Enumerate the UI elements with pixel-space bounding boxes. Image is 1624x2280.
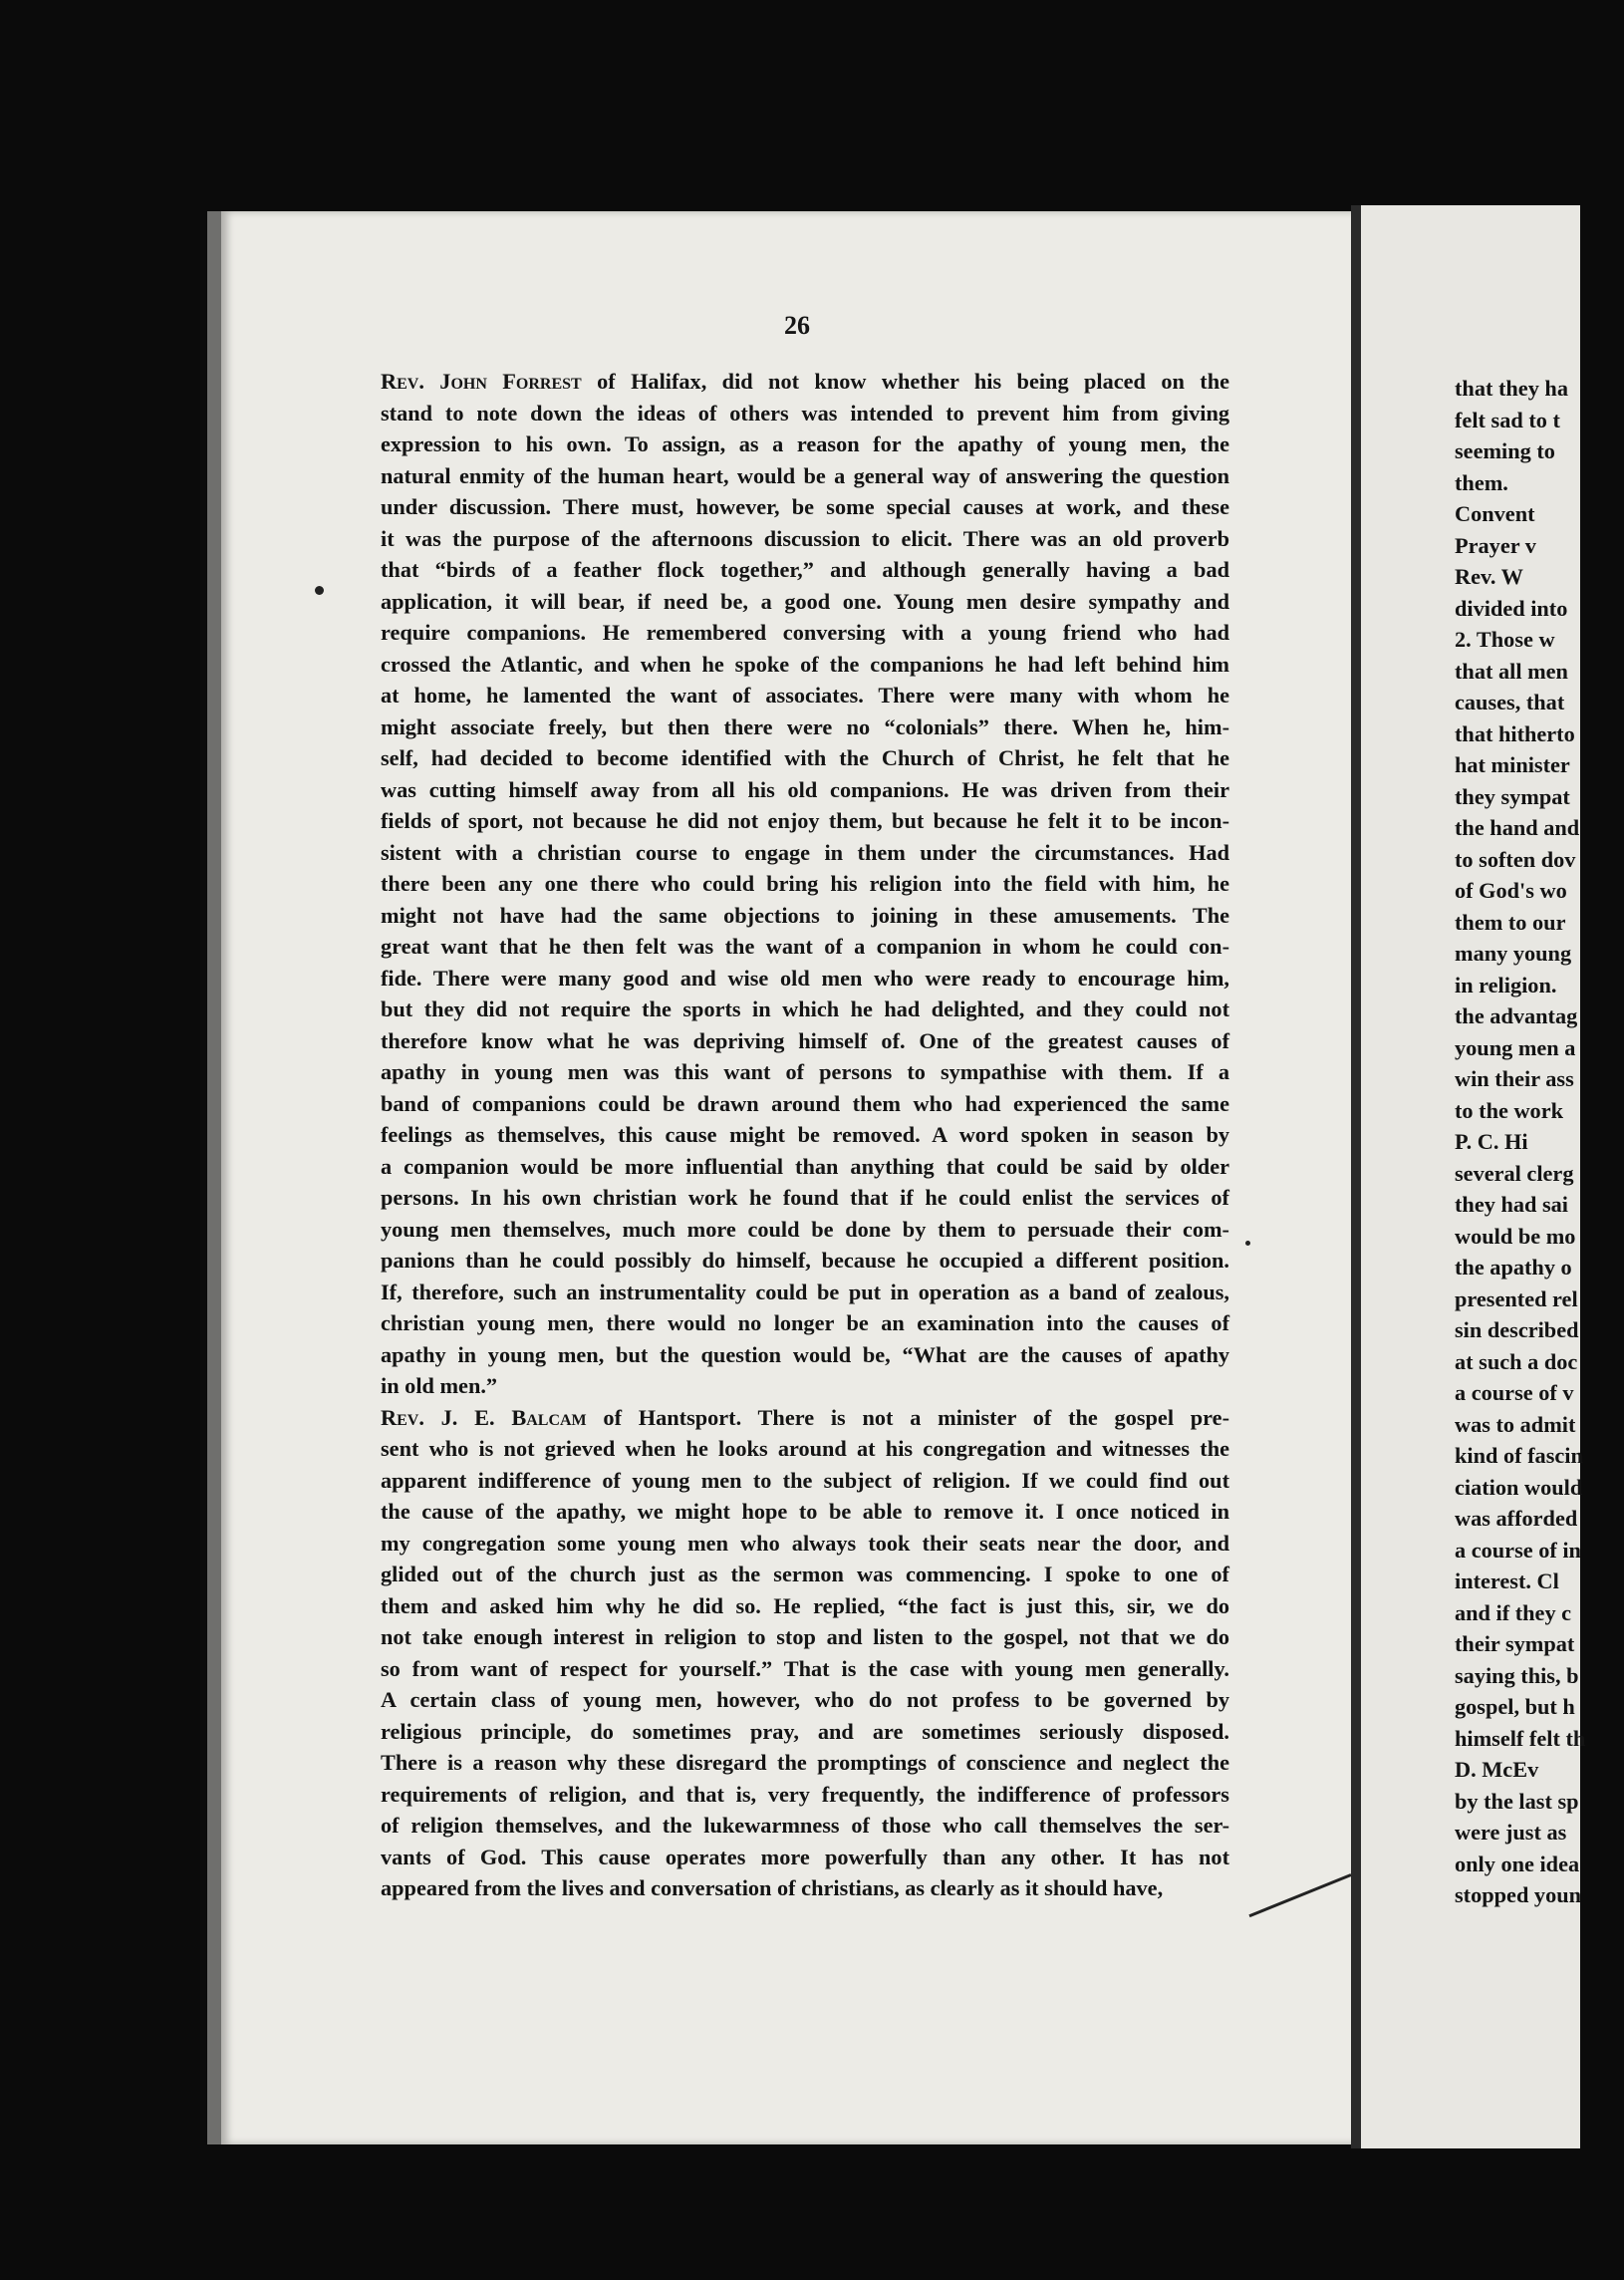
right-text-line: ciation would (1455, 1474, 1583, 1500)
right-text-line: felt sad to t (1455, 407, 1560, 432)
right-text-line: interest. Cl (1455, 1568, 1559, 1593)
text-line: apparent indifference of young men to the subject of religion. If we could find out (381, 1467, 1229, 1493)
left-page (207, 211, 1377, 2144)
right-text-line: their sympat (1455, 1631, 1575, 1656)
text-line: apathy in young men, but the question would be, “What are the causes of apathy (381, 1341, 1229, 1367)
right-text-line: was afforded (1455, 1506, 1578, 1531)
right-text-line: would be mo (1455, 1223, 1576, 1249)
text-line: vants of God. This cause operates more powerfully than any other. It has not (381, 1844, 1229, 1869)
right-text-line: several clerg (1455, 1160, 1574, 1186)
right-page (1351, 205, 1586, 2148)
left-page-body (351, 366, 1229, 1904)
text-line: Rev. John Forrest of Halifax, did not know whether his being placed on the (381, 369, 1229, 394)
text-line: might associate freely, but then there were no “colonials” there. When he, him- (381, 713, 1229, 739)
text-line: at home, he lamented the want of associates. There were many with whom he (381, 683, 1229, 708)
right-text-line: seeming to (1455, 438, 1555, 463)
right-text-line: only one idea (1455, 1851, 1580, 1876)
right-text-line: hat minister (1455, 752, 1570, 777)
right-text-line: of God's wo (1455, 878, 1567, 903)
text-line: require companions. He remembered conversing with a young friend who had (381, 620, 1229, 645)
right-text-line: divided into (1455, 595, 1568, 621)
text-line: of religion themselves, and the lukewarmness of those who call themselves the ser- (381, 1813, 1229, 1838)
right-page-body (1455, 373, 1624, 1911)
text-line: persons. In his own christian work he found that if he could enlist the services of (381, 1185, 1229, 1210)
text-line: but they did not require the sports in which he had delighted, and they could not (381, 997, 1229, 1021)
right-text-line: a course of v (1455, 1380, 1574, 1405)
speaker-name: Rev. J. E. Balcam (381, 1404, 587, 1430)
text-line: a companion would be more influential than anything that could be said by older (381, 1153, 1229, 1179)
right-text-line: they sympat (1455, 783, 1570, 809)
text-line: in old men.” (381, 1373, 498, 1398)
text-line: my congregation some young men who always took their seats near the door, and (381, 1530, 1229, 1556)
right-text-line: win their ass (1455, 1066, 1574, 1091)
right-text-line: causes, that (1455, 690, 1565, 714)
text-line: requirements of religion, and that is, very frequently, the indifference of professors (381, 1781, 1229, 1807)
text-line: band of companions could be drawn around them who had experienced the same (381, 1090, 1229, 1116)
text-line: application, it will bear, if need be, a good one. Young men desire sympathy and (381, 588, 1229, 614)
text-line: crossed the Atlantic, and when he spoke of the companions he had left behind him (381, 651, 1229, 677)
text-line: therefore know what he was depriving himself of. One of the greatest causes of (381, 1027, 1229, 1053)
text-line: feelings as themselves, this cause might be removed. A word spoken in season by (381, 1122, 1229, 1147)
paragraph-balcam (351, 1402, 1229, 1904)
text-line: might not have had the same objections to joining in these amusements. The (381, 902, 1229, 928)
right-text-line: and if they c (1455, 1599, 1572, 1625)
right-text-line: them. (1455, 469, 1508, 495)
right-text-line: at such a doc (1455, 1348, 1578, 1374)
right-text-line: saying this, b (1455, 1662, 1579, 1688)
text-line: that “birds of a feather flock together,” and although generally having a bad (381, 557, 1229, 582)
ink-speck (315, 586, 324, 595)
text-line: natural enmity of the human heart, would be a general way of answering the question (381, 462, 1229, 488)
right-text-line: himself felt th (1455, 1725, 1586, 1751)
text-line: it was the purpose of the afternoons discussion to elicit. There was an old proverb (381, 525, 1229, 551)
text-line: sistent with a christian course to engage in them under the circumstances. Had (381, 839, 1229, 865)
right-text-line: stopped youn (1455, 1882, 1582, 1907)
right-text-line: gospel, but h (1455, 1694, 1575, 1719)
right-text-line: sin described (1455, 1317, 1579, 1342)
right-text-line: to the work (1455, 1097, 1563, 1123)
text-line: fields of sport, not because he did not enjoy them, but because he felt it to be incon- (381, 808, 1229, 833)
text-line: There is a reason why these disregard the promptings of conscience and neglect the (381, 1750, 1229, 1775)
text-line: A certain class of young men, however, who do not profess to be governed by (381, 1687, 1229, 1712)
text-line: the cause of the apathy, we might hope to be able to remove it. I once noticed in (381, 1499, 1229, 1524)
text-line: young men themselves, much more could be done by them to persuade their com- (381, 1216, 1229, 1242)
paragraph-forrest (351, 366, 1229, 1402)
text-line: great want that he then felt was the want of a companion in whom he could con- (381, 934, 1229, 959)
text-line: them and asked him why he did so. He replied, “the fact is just this, sir, we do (381, 1592, 1229, 1618)
right-text-line: that they ha (1455, 376, 1568, 401)
right-text-line: by the last sp (1455, 1788, 1579, 1814)
text-line: Rev. J. E. Balcam of Hantsport. There is not a minister of the gospel pre- (381, 1404, 1229, 1430)
text-line: apathy in young men was this want of persons to sympathise with them. If a (381, 1059, 1229, 1084)
text-line: If, therefore, such an instrumentality could be put in operation as a band of zealous, (381, 1279, 1229, 1304)
right-text-line: that all men (1455, 658, 1568, 684)
right-text-line: kind of fascin (1455, 1443, 1583, 1468)
right-text-line: to soften dov (1455, 846, 1576, 872)
text-line: fide. There were many good and wise old men who were ready to encourage him, (381, 965, 1229, 991)
right-text-line: them to our (1455, 909, 1566, 935)
right-text-line: the advantag (1455, 1003, 1578, 1028)
right-text-line: Rev. W (1455, 564, 1523, 589)
text-line: was cutting himself away from all his old companions. He was driven from their (381, 776, 1229, 802)
text-line: glided out of the church just as the sermon was commencing. I spoke to one of (381, 1562, 1229, 1586)
right-text-line: presented rel (1455, 1285, 1578, 1311)
right-text-line: Convent (1455, 501, 1535, 526)
right-text-line: was to admit (1455, 1411, 1576, 1437)
right-text-line: the hand and (1455, 815, 1580, 840)
text-line: religious principle, do sometimes pray, and are sometimes seriously disposed. (381, 1718, 1229, 1744)
right-text-line: a course of in (1455, 1537, 1581, 1563)
ink-speck (1245, 1241, 1250, 1246)
right-text-line: D. McEv (1455, 1757, 1539, 1782)
speaker-name: Rev. John Forrest (381, 369, 582, 394)
text-line: self, had decided to become identified with the Church of Christ, he felt that he (381, 745, 1229, 770)
right-text-line: they had sai (1455, 1192, 1568, 1217)
page-number: 26 (784, 311, 810, 340)
text-line: panions than he could possibly do himself, because he occupied a different position. (381, 1248, 1229, 1273)
text-line: appeared from the lives and conversation of christians, as clearly as it should have, (381, 1875, 1164, 1900)
right-text-line: many young (1455, 941, 1572, 966)
text-line: christian young men, there would no longer be an examination into the causes of (381, 1310, 1229, 1335)
text-line: stand to note down the ideas of others was intended to prevent him from giving (381, 400, 1229, 426)
text-line: under discussion. There must, however, be some special causes at work, and these (381, 494, 1229, 519)
text-line: so from want of respect for yourself.” That is the case with young men generally. (381, 1655, 1229, 1681)
text-line: expression to his own. To assign, as a reason for the apathy of young men, the (381, 431, 1229, 456)
right-text-line: 2. Those w (1455, 627, 1555, 652)
right-text-line: P. C. Hi (1455, 1129, 1528, 1154)
right-text-line: Prayer v (1455, 532, 1536, 558)
text-line: there been any one there who could bring his religion into the field with him, he (381, 871, 1229, 896)
right-text-line: that hitherto (1455, 720, 1575, 746)
right-text-line: young men a (1455, 1034, 1576, 1060)
right-text-line: were just as (1455, 1820, 1567, 1845)
right-text-line: in religion. (1455, 972, 1557, 998)
right-text-line: the apathy o (1455, 1255, 1572, 1280)
text-line: not take enough interest in religion to stop and listen to the gospel, not that we do (381, 1624, 1229, 1649)
text-line: sent who is not grieved when he looks around at his congregation and witnesses the (381, 1436, 1229, 1461)
